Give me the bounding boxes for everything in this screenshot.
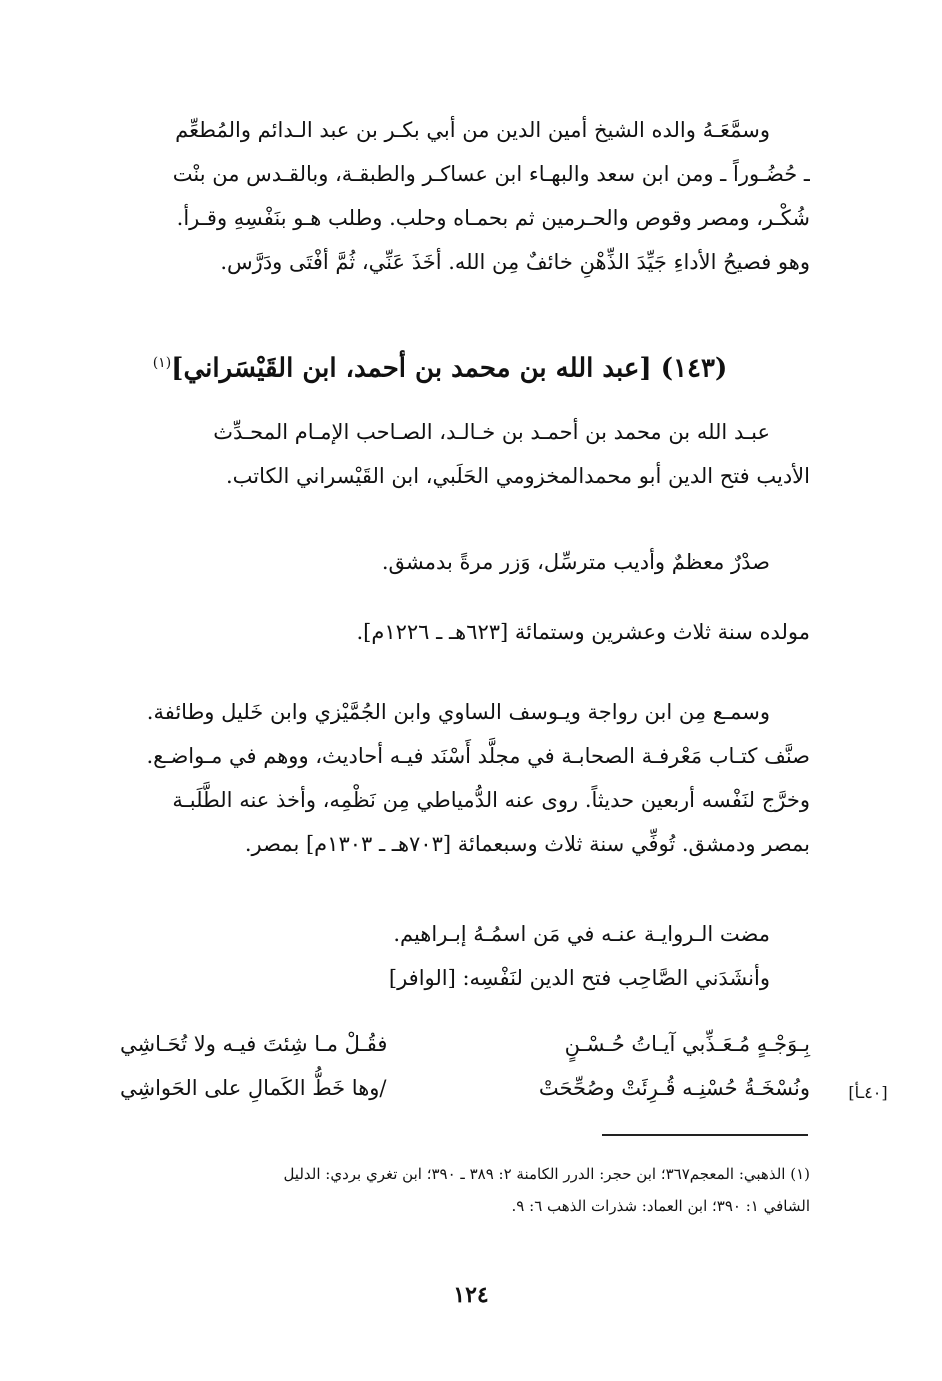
paragraph-continuation	[110, 108, 810, 284]
footnote-line: (١) الذهبي: المعجم٣٦٧؛ ابن حجر: الدرر الكامنة ٢: ٣٨٩ ـ ٣٩٠؛ ابن تغري بردي: الدليل	[283, 1165, 810, 1183]
text-line: الأديب فتح الدين أبو محمدالمخزومي الحَلَبي، ابن القَيْسراني الكاتب.	[225, 464, 810, 488]
biography-intro	[110, 410, 810, 498]
entry-heading	[110, 338, 770, 394]
text-line: بمصر ودمشق. تُوفِّي سنة ثلاث وسبعمائة [٧٠٣هـ ـ ١٣٠٣م] بمصر.	[244, 832, 810, 856]
footnote	[120, 1158, 810, 1222]
text-line: وخرَّج لنَفْسه أربعين حديثاً. روى عنه الدُّمياطي مِن نَظْمِه، وأخذ عنه الطَّلَبـة	[172, 788, 810, 812]
narration-note	[110, 912, 810, 1000]
text-line: مضت الـروايـة عنـه في مَن اسمُـهُ إبـراهيم.	[393, 922, 770, 946]
text-line: صنَّف كتـاب مَعْرفـة الصحابـة في مجلَّد أَسْنَد فيـه أحاديث، ووهم في مـواضـع.	[146, 744, 810, 768]
manuscript-folio-marker: [٤٠ـأ]	[848, 1083, 888, 1102]
verse-line	[120, 1022, 810, 1066]
biography-details	[110, 690, 810, 866]
entry-heading-text: (١٤٣) [عبد الله بن محمد بن أحمد، ابن القَيْسَراني]	[171, 353, 728, 384]
text-line: عبـد الله بن محمد بن أحمـد بن خـالـد، الصـاحب الإمـام المحـدِّث	[213, 420, 770, 444]
footnote-line: الشافي ١: ٣٩٠؛ ابن العماد: شذرات الذهب ٦: ٩.	[511, 1197, 810, 1215]
verse-first-hemistich: بِـوَجْـهٍ مُـعَـذِّبي آيـاتُ حُـسْـنٍ	[564, 1032, 810, 1056]
text-line: وسمـع مِن ابن رواجة ويـوسف الساوي وابن الجُمَّيْزي وابن خَليل وطائفة.	[146, 700, 770, 724]
footnote-divider	[602, 1134, 808, 1136]
birth-date	[110, 610, 810, 654]
verse-line	[120, 1066, 810, 1110]
page-number: ١٢٤	[453, 1282, 489, 1308]
verse-first-hemistich: ونُسْخَـةُ حُسْنِـه قُـرِئَتْ وصُحِّحَتْ	[538, 1076, 810, 1100]
text-line: شُكْـر، ومصر وقوص والحـرمين ثم بحمـاه وحلب. وطلب هـو بنَفْسِهِ وقـرأ.	[176, 206, 810, 230]
footnote-reference: (١)	[152, 355, 172, 371]
poem	[120, 1022, 810, 1110]
text-line: وأنشَدَني الصَّاحِب فتح الدين لنَفْسِه: [الوافر]	[388, 966, 770, 990]
text-line: صدْرٌ معظمٌ وأديب مترسِّل، وَزر مرةً بدمشق.	[381, 550, 770, 574]
text-line: وهو فصيحُ الأداءِ جَيِّدَ الذِّهْنِ خائفٌ مِن الله. أخَذَ عَنِّي، ثُمَّ أفْتَى ودَرَّس.	[220, 250, 810, 274]
verse-second-hemistich: فقُـلْ مـا شِئتَ فيـه ولا تُحَـاشِي	[120, 1032, 388, 1056]
text-line: ـ حُضُـوراً ـ ومن ابن سعد والبهـاء ابن عساكـر والطبقـة، وبالقـدس من بنْت	[172, 162, 810, 186]
text-line: مولده سنة ثلاث وعشرين وستمائة [٦٢٣هـ ـ ١٢٢٦م].	[356, 620, 810, 644]
verse-second-hemistich: /وها خَطُّ الكَمالِ على الحَواشِي	[120, 1076, 387, 1100]
text-line: وسمَّعَـهُ والده الشيخ أمين الدين من أبي بكـر بن عبد الـدائم والمُطعِّم	[175, 118, 770, 142]
biography-description	[110, 540, 810, 584]
